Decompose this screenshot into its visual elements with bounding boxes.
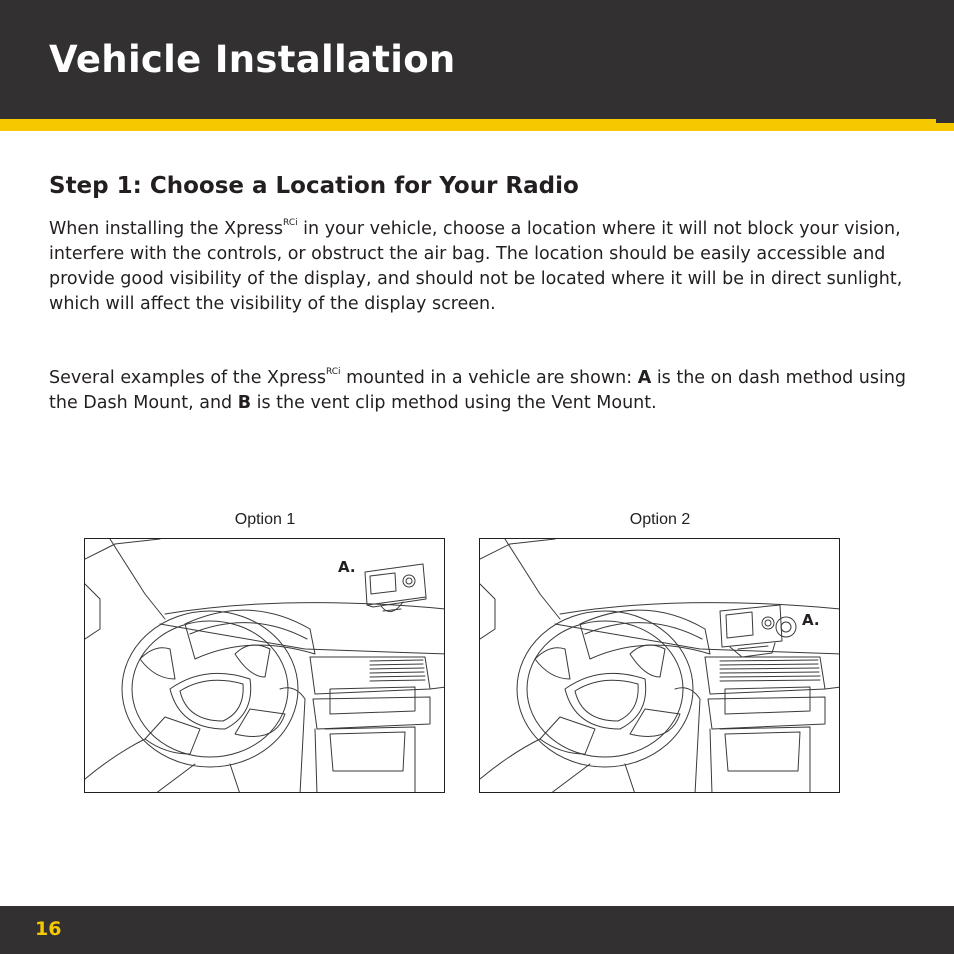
page-footer bbox=[0, 906, 954, 954]
page-number: 16 bbox=[35, 918, 62, 940]
page-header bbox=[0, 0, 954, 119]
examples-paragraph: Several examples of the Xpress$^{RCi}$ mounted in a vehicle are shown: A is the on dash method using the Dash Mount, and B is the vent clip method using the Vent Mount. bbox=[49, 367, 907, 413]
vent-mount-illustration bbox=[480, 539, 840, 793]
intro-paragraph: When installing the Xpress$^{RCi}$ in your vehicle, choose a location where it will not block your vision, interfere with the controls, or obstruct the air bag. The location should be easily accessible and provide good visibility of the display, and should not be located where it will be in direct sunlight, which will affect the visibility of the display screen. bbox=[49, 218, 903, 314]
dash-mount-illustration bbox=[85, 539, 445, 793]
section-title: Step 1: Choose a Location for Your Radio bbox=[49, 173, 579, 199]
figure-label-a: A. bbox=[338, 558, 356, 576]
figure-caption-option-2: Option 2 bbox=[629, 511, 691, 528]
figure-label-a: A. bbox=[802, 611, 820, 629]
figure-caption-option-1: Option 1 bbox=[234, 511, 296, 528]
figure-option-2 bbox=[479, 538, 840, 793]
page-title: Vehicle Installation bbox=[49, 38, 456, 81]
accent-bar bbox=[0, 119, 954, 131]
figure-option-1 bbox=[84, 538, 445, 793]
